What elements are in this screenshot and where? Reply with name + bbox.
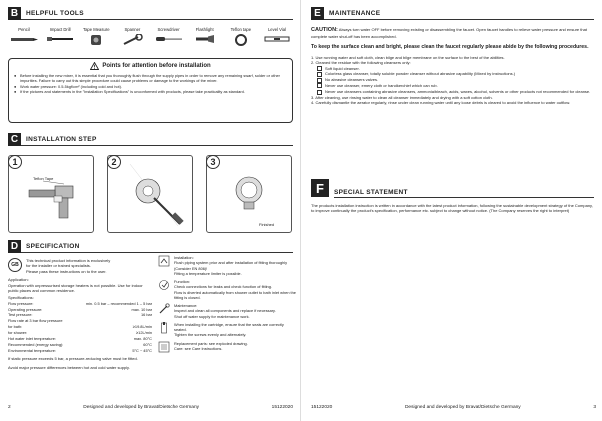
spec-value: 5°C ~ 45°C	[132, 347, 152, 353]
teflon-tape-label: Teflon Tape	[33, 176, 54, 181]
spec-row	[8, 348, 152, 354]
checkbox-icon	[317, 83, 322, 88]
page-number: 3	[593, 405, 596, 410]
tool-tape-measure: Tape Measure	[80, 27, 112, 46]
maintenance-step: 2. Cleaned the residue with the following cleansers only:	[311, 60, 411, 66]
checklist-item: Never use cleanser, emery cloth or handkerchief which can rub.	[317, 83, 594, 89]
language-badge: GB	[8, 258, 22, 272]
maintenance-step: 3. After cleaning, use rinsing water to clean all cleanser immediately and drying with a soft cotton cloth.	[311, 94, 493, 100]
spec-value: 60°C	[143, 341, 152, 347]
spec-icon-row: When installing the cartridge, ensure that the seals are correctly seated. Tighten the screws evenly and alternately.	[158, 322, 296, 338]
application-text: Operation with unpressurised storage heaters is not possible. Use for indoor public places and common residence.	[8, 282, 143, 293]
checklist-item: Soft liquid cleanser.	[317, 66, 594, 72]
section-header-installation	[8, 133, 293, 146]
tool-teflon-tape: Teflon tape	[225, 27, 257, 46]
installation-step-1	[8, 155, 94, 233]
warning-icon	[90, 62, 99, 70]
tool-pencil: Pencil	[8, 27, 40, 46]
attention-box	[8, 58, 293, 123]
section-letter: E	[311, 7, 324, 20]
checklist-item: Colorless glass cleanser, totally soluble powder cleanser without abrasive capability (Mixed by instructions.)	[317, 71, 594, 77]
section-title: HELPFUL TOOLS	[26, 9, 84, 17]
pencil-icon	[9, 34, 39, 44]
spec-note: Avoid major pressure differences between hot and cold water supply.	[8, 364, 130, 370]
section-title: MAINTENANCE	[329, 9, 381, 17]
tool-spanner: Spanner	[116, 27, 148, 46]
tool-screwdriver: Screwdriver	[153, 27, 185, 46]
spec-key: Flow rate at 3 bar flow pressure	[8, 318, 63, 324]
checkbox-icon	[317, 78, 322, 83]
spec-key: Test pressure:	[8, 312, 33, 318]
spec-value: max. 80°C	[133, 335, 152, 341]
section-title: SPECIAL STATEMENT	[334, 189, 594, 198]
screwdriver-mount-icon	[108, 156, 194, 234]
maintenance-icon	[158, 303, 170, 315]
application-title: Application:	[8, 277, 29, 283]
spec-value: ≥12L/min	[136, 330, 152, 336]
maintenance-body	[311, 27, 594, 106]
tape-measure-icon	[89, 34, 103, 46]
level-vial-icon	[264, 34, 290, 44]
spec-value: max. 10 bar	[131, 306, 152, 312]
footer-designed: Designed and developed by Bravat/Dietsche Germany	[83, 405, 200, 410]
section-title: SPECIFICATION	[26, 242, 80, 250]
finished-label: Finished	[259, 222, 275, 227]
tool-level-vial: Level Vial	[261, 27, 293, 46]
installation-step-3	[206, 155, 292, 233]
specification-text	[8, 258, 152, 370]
spec-icon-row: Installation: Flush piping system prior and after installation of fitting thoroughly (Consider EN 806)! Fitting a temperature limiter is possible.	[158, 255, 296, 276]
spec-icon-row: Replacement parts: see exploded drawing. Care: see Care Instructions.	[158, 341, 296, 353]
spec-key: for shower:	[8, 330, 28, 336]
attention-item: ● Work water pressure: 0.5-5kgf/cm² (including cold and hot).	[14, 83, 122, 89]
spec-value: ≥19.8L/min	[132, 324, 152, 330]
section-title: INSTALLATION STEP	[26, 135, 97, 143]
maintenance-heading: To keep the surface clean and bright, please clean the faucet regularly please abide by the following procedures.	[311, 43, 589, 50]
installation-steps	[8, 155, 293, 235]
spec-key: for bath:	[8, 324, 23, 330]
section-letter: B	[8, 7, 21, 20]
footer	[8, 405, 293, 410]
spec-key: Flow pressure:	[8, 300, 34, 306]
spec-value: 16 bar	[140, 312, 152, 318]
section-header-maintenance	[311, 7, 594, 20]
maintenance-step: 4. Carefully dismantle the aerator regularly, rinse under clean running water until any loose debris is cleared to avoid the influence to water outflow.	[311, 100, 571, 106]
maintenance-step: 1. Use running water and soft cloth, clean bilge and bilge membrane on the surface to the best of the abilities.	[311, 54, 505, 60]
checkbox-icon	[317, 66, 322, 71]
attention-heading: Points for attention before installation	[14, 62, 287, 70]
section-header-specification	[8, 240, 293, 253]
checklist-item: No abrasive cleansers valves.	[317, 77, 594, 83]
teflon-tape-icon	[234, 34, 248, 46]
checklist-item: Never use cleansers containing abrasive cleansers, ammonia/bleach, acids, waxes, alcohol, solvents or other products not recommended for cleanse.	[317, 89, 594, 95]
spec-table	[8, 301, 152, 354]
section-letter: D	[8, 240, 21, 253]
footer	[311, 405, 596, 410]
screwdriver-icon	[154, 34, 184, 44]
right-page	[301, 0, 602, 421]
spec-key: Hot water inlet temperature:	[8, 335, 57, 341]
spec-note: If static pressure exceeds 5 bar, a pressure-reducing valve must be fitted.	[8, 356, 138, 362]
attention-item: ● Before installing the new mixer, it is essential that you thoroughly flush through the supply pipes in order to remove any remaining swarf, solder or other impurities. Failure to carry out this simple procedure could cause problems or damage to the workings of the mixer.	[14, 73, 280, 84]
section-letter: C	[8, 133, 21, 146]
footer-designed: Designed and developed by Bravat/Dietsche Germany	[404, 405, 521, 410]
spec-key: Operating pressure:	[8, 306, 43, 312]
cleanser-checklist	[311, 66, 594, 95]
cartridge-icon	[158, 322, 170, 334]
step-number: 1	[8, 155, 22, 169]
statement-text: The products installation instruction is written in accordance with the latest product information, following the sustainable development strategy of the Company, to improve continually the product's specification, performance etc. subject to change without notice. (The Company reserves the right to interpret)	[311, 203, 593, 214]
finished-outlet-icon	[207, 156, 293, 234]
spec-key: Recommended (energy saving):	[8, 341, 64, 347]
section-header-statement	[311, 178, 594, 198]
checkbox-icon	[317, 72, 322, 77]
tools-row	[8, 27, 293, 46]
installation-step-2	[107, 155, 193, 233]
footer-code: 15122020	[311, 405, 333, 410]
spanner-icon	[121, 34, 143, 46]
wall-elbow-icon	[9, 156, 95, 234]
step-number: 3	[206, 155, 220, 169]
page-number: 2	[8, 405, 11, 410]
impact-drill-icon	[45, 34, 75, 44]
footer-code: 15122020	[271, 405, 293, 410]
caution-text: CAUTION: Always turn water OFF before removing existing or disassembling the faucet. Open faucet handles to relieve water pressure and ensure that complete water shut-off has been accomplished.	[311, 27, 587, 40]
section-header-tools	[8, 7, 293, 20]
spec-intro: GB This technical product information is exclusively for the installer or trained specialists. Please pass these instructions on to the user.	[8, 258, 152, 274]
spec-icon-list	[158, 255, 296, 356]
spec-value: min. 0.5 bar – recommended 1 – 5 bar	[85, 300, 152, 306]
tool-impact-drill: Impact Drill	[44, 27, 76, 46]
replacement-parts-icon	[158, 341, 170, 353]
section-letter: F	[311, 179, 329, 197]
step-number: 2	[107, 155, 121, 169]
function-icon	[158, 279, 170, 291]
installation-icon	[158, 255, 170, 267]
specs-title: Specifications:	[8, 295, 34, 301]
flashlight-icon	[194, 34, 216, 44]
spec-key: Environmental temperature:	[8, 347, 57, 353]
spec-icon-row: Function: Check connections for leaks and check function of fitting. Flow is diverted automatically from shower outlet to bath inlet when the fitting is closed.	[158, 279, 296, 300]
attention-item: ● If the pictures and statements in the "Installation Specifications" is unconformed with products, please take practicality as standard.	[14, 88, 245, 94]
tool-flashlight: Flashlight	[189, 27, 221, 46]
spec-icon-row: Maintenance: Inspect and clean all components and replace if necessary. Shut off water supply for maintenance work.	[158, 303, 296, 319]
